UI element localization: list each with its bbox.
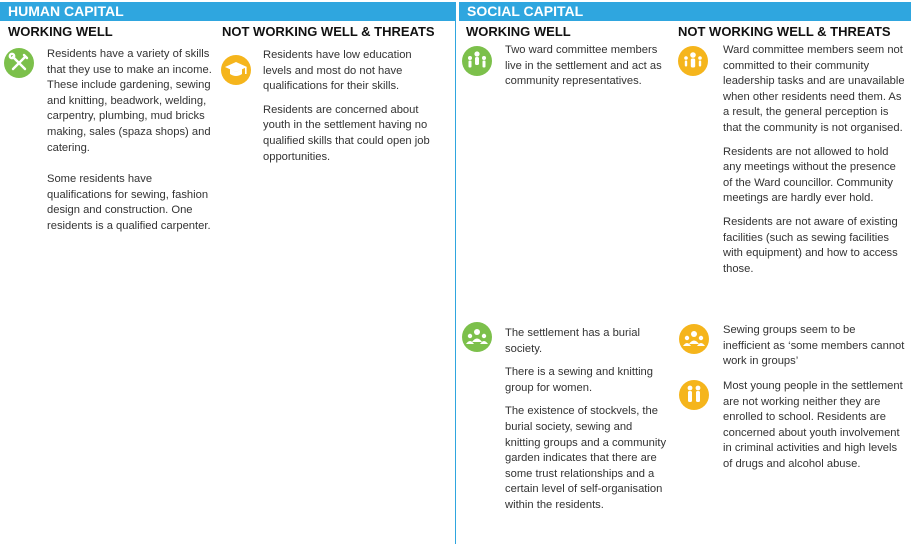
human-threats-text — [263, 48, 435, 173]
social-capital-title: SOCIAL CAPITAL — [459, 2, 911, 21]
paragraph: Some residents have qualifications for sewing, fashion design and construction. One residents is a qualified carpenter. — [47, 173, 211, 232]
young-people-icon — [679, 380, 709, 410]
group-people-icon — [462, 322, 492, 352]
paragraph: Sewing groups seem to be inefficient as ‘some members cannot work in groups’ — [723, 324, 905, 368]
paragraph: The settlement has a burial society. — [505, 327, 640, 355]
social-working-well-group-1 — [505, 43, 665, 98]
social-working-well-heading: WORKING WELL — [466, 24, 571, 39]
paragraph: The existence of stockvels, the burial society, sewing and knitting groups and a community garden indicates that there are some trust relationships and a certain level of self-organisation within the residents. — [505, 405, 667, 511]
paragraph: Residents are concerned about youth in the settlement having no qualified skills that could open job opportunities. — [263, 103, 430, 163]
social-threats-group-3 — [723, 379, 905, 481]
paragraph: Residents are not allowed to hold any meetings without the presence of the Ward councillor. Community meetings are hardly ever hold. — [723, 145, 896, 205]
social-threats-group-1 — [723, 43, 905, 285]
column-divider — [455, 2, 456, 544]
community-leader-icon — [678, 46, 708, 76]
human-working-well-text — [47, 47, 215, 243]
paragraph: Residents have a variety of skills that they use to make an income. These include gardening, sewing and knitting, beadwork, welding, carpentry, plumbing, mud bricks making, sales (spaza shops) and catering. — [47, 48, 212, 154]
group-people-icon — [679, 324, 709, 354]
community-representatives-icon — [462, 46, 492, 76]
graduation-cap-icon — [221, 55, 251, 85]
human-capital-title: HUMAN CAPITAL — [0, 2, 455, 21]
paragraph: Two ward committee members live in the settlement and act as community representatives. — [505, 44, 662, 88]
paragraph: Residents are not aware of existing facilities (such as sewing facilities with equipment) and how to access those. — [723, 215, 898, 275]
paragraph: Ward committee members seem not committed to their community leadership tasks and are unavailable when other residents need them. As a result, the general perception is that the community is not organised. — [723, 44, 905, 134]
human-threats-heading: NOT WORKING WELL & THREATS — [222, 24, 435, 39]
social-threats-heading: NOT WORKING WELL & THREATS — [678, 24, 891, 39]
social-threats-group-2 — [723, 323, 905, 378]
human-working-well-heading: WORKING WELL — [8, 24, 113, 39]
paragraph: Most young people in the settlement are not working neither they are enrolled to school. Residents are concerned about youth involvement in criminal activities and high levels of drugs and alcohol abuse. — [723, 380, 903, 470]
social-working-well-group-2 — [505, 326, 670, 522]
tools-icon — [4, 48, 34, 78]
paragraph: There is a sewing and knitting group for women. — [505, 366, 654, 394]
paragraph: Residents have low education levels and most do not have qualifications for their skills. — [263, 49, 412, 93]
